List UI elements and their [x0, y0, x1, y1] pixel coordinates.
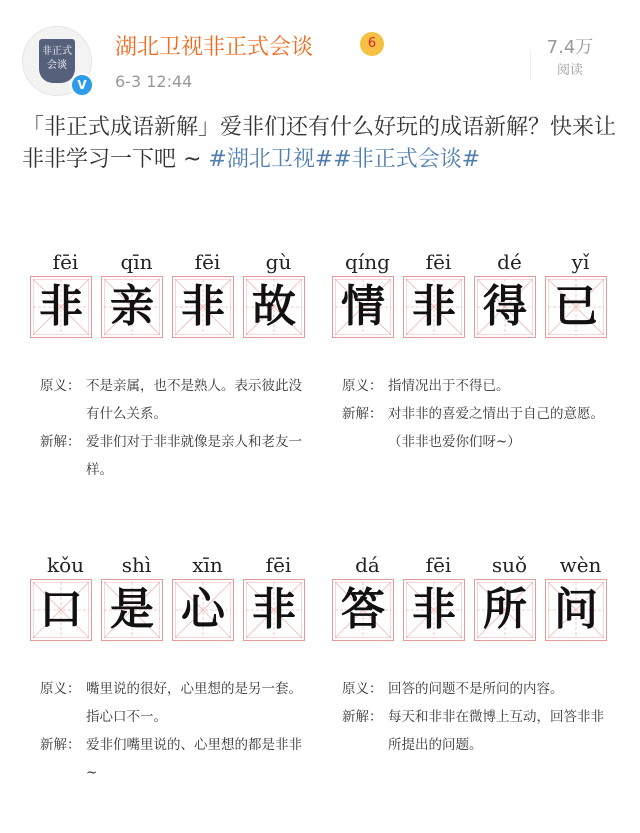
pinyin: qíng [345, 250, 390, 274]
new-meaning-label: 新解： [40, 737, 81, 753]
pinyin: fēi [265, 553, 292, 577]
new-meaning: 每天和非非在微博上互动，回答非非所提出的问题。 [388, 709, 604, 753]
hashtag-link[interactable]: #非正式会谈# [333, 147, 481, 172]
pinyin: fēi [425, 553, 452, 577]
idiom-card [30, 553, 330, 787]
post-text [22, 112, 622, 176]
idiom-card [332, 553, 632, 759]
pinyin: dá [355, 553, 380, 577]
character: 非 [39, 281, 83, 332]
new-meaning: 爱非们对于非非就像是亲人和老友一样。 [86, 434, 302, 478]
pinyin: xīn [192, 553, 223, 577]
verified-icon: V [70, 73, 94, 97]
character: 非 [412, 584, 456, 635]
crown-icon: 6 [360, 32, 384, 56]
character-row [332, 276, 632, 338]
idiom-card [30, 250, 330, 484]
character-box [172, 276, 234, 338]
idiom-card [332, 250, 632, 456]
divider [530, 50, 531, 80]
original-meaning-label: 原义： [40, 681, 81, 697]
original-meaning: 不是亲属，也不是熟人。表示彼此没有什么关系。 [86, 378, 302, 422]
original-meaning: 指情况出于不得已。 [388, 378, 510, 394]
character-box [30, 276, 92, 338]
new-meaning-label: 新解： [342, 709, 383, 725]
character-box [243, 579, 305, 641]
character: 情 [341, 281, 385, 332]
character-box [474, 579, 536, 641]
post-body: 「非正式成语新解」爱非们还有什么好玩的成语新解？快来让非非学习一下吧 ~ [22, 115, 617, 172]
character-box [30, 579, 92, 641]
character: 故 [252, 281, 296, 332]
pinyin: shì [121, 553, 152, 577]
new-meaning-label: 新解： [40, 434, 81, 450]
character: 非 [412, 281, 456, 332]
character-box [403, 579, 465, 641]
read-count-value: 7.4万 [546, 37, 594, 58]
username[interactable]: 湖北卫视非正式会谈 [115, 35, 314, 60]
pinyin: suǒ [491, 553, 528, 577]
character-box [101, 579, 163, 641]
pinyin: dé [497, 250, 522, 274]
definition [40, 372, 330, 484]
definition [40, 675, 330, 787]
definition [342, 372, 632, 456]
character-row [30, 579, 330, 641]
original-meaning: 嘴里说的很好，心里想的是另一套。指心口不一。 [86, 681, 302, 725]
character: 是 [110, 584, 154, 635]
character: 得 [483, 281, 527, 332]
post-header [0, 0, 640, 110]
pinyin: fēi [52, 250, 79, 274]
new-meaning-label: 新解： [342, 406, 383, 422]
pinyin: yǐ [571, 250, 590, 274]
character-box [332, 276, 394, 338]
new-meaning: 对非非的喜爱之情出于自己的意愿。（非非也爱你们呀~） [388, 406, 604, 450]
character: 口 [39, 584, 83, 635]
pinyin: gù [265, 250, 292, 274]
pinyin: fēi [425, 250, 452, 274]
definition [342, 675, 632, 759]
character-box [545, 579, 607, 641]
character: 问 [554, 584, 598, 635]
character: 已 [554, 281, 598, 332]
character-row [30, 276, 330, 338]
new-meaning: 爱非们嘴里说的、心里想的都是非非~ [86, 737, 302, 781]
original-meaning: 回答的问题不是所问的内容。 [388, 681, 564, 697]
original-meaning-label: 原义： [342, 378, 383, 394]
character-box [474, 276, 536, 338]
character: 心 [181, 584, 225, 635]
character: 答 [341, 584, 385, 635]
post-time: 6-3 12:44 [115, 72, 193, 91]
character: 所 [483, 584, 527, 635]
character: 非 [181, 281, 225, 332]
pinyin: qīn [120, 250, 153, 274]
character-row [332, 579, 632, 641]
pinyin: kǒu [46, 553, 85, 577]
character: 亲 [110, 281, 154, 332]
read-count-label: 阅读 [556, 63, 583, 78]
character-box [172, 579, 234, 641]
original-meaning-label: 原义： [40, 378, 81, 394]
pinyin-row [332, 553, 632, 577]
pinyin: wèn [559, 553, 602, 577]
character-box [332, 579, 394, 641]
avatar-logo: 非正式会谈 [39, 39, 75, 83]
character: 非 [252, 584, 296, 635]
pinyin: fēi [194, 250, 221, 274]
pinyin-row [332, 250, 632, 274]
read-count [540, 33, 600, 78]
character-box [403, 276, 465, 338]
character-box [101, 276, 163, 338]
original-meaning-label: 原义： [342, 681, 383, 697]
pinyin-row [30, 553, 330, 577]
pinyin-row [30, 250, 330, 274]
character-box [243, 276, 305, 338]
hashtag-link[interactable]: #湖北卫视# [208, 147, 334, 172]
character-box [545, 276, 607, 338]
